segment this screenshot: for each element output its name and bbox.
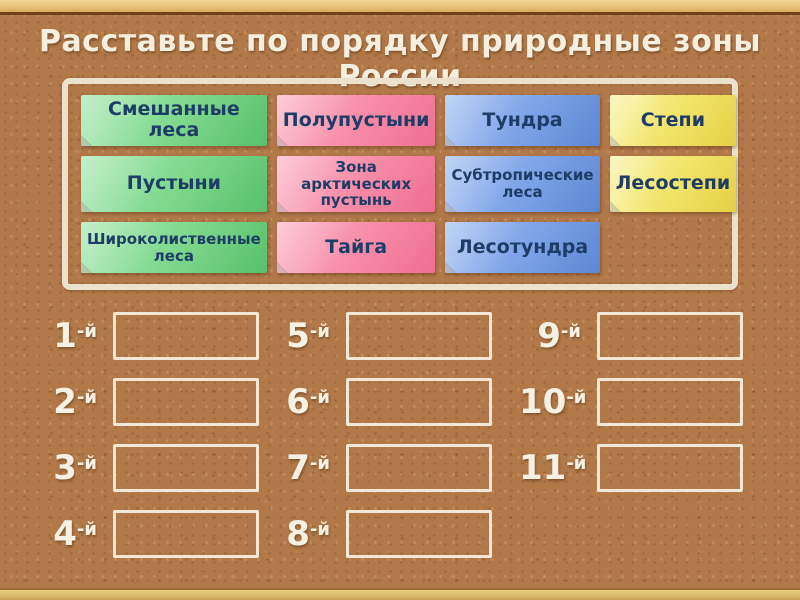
page-title: Расставьте по порядку природные зоны России: [38, 24, 762, 94]
note-smeshannye-lesa[interactable]: [81, 95, 267, 146]
note-lesostepi[interactable]: [610, 156, 737, 212]
note-lesotundra[interactable]: [445, 222, 599, 273]
note-tayga[interactable]: [277, 222, 436, 273]
slot-box-10[interactable]: [597, 378, 743, 426]
slot-column-1: [35, 312, 259, 576]
slot-label-1: $1^{-й}$: [53, 316, 97, 356]
slot-label-9: $9^{-й}$: [537, 316, 581, 356]
slot-1: [35, 312, 259, 360]
slot-label-11: $11^{-й}$: [519, 448, 587, 488]
slot-box-3[interactable]: [113, 444, 259, 492]
slot-box-8[interactable]: [346, 510, 492, 558]
slot-4: [35, 510, 259, 558]
slot-8: [268, 510, 492, 558]
note-label: Лесостепи: [615, 172, 731, 195]
note-pustyni[interactable]: [81, 156, 267, 212]
slot-9: [519, 312, 743, 360]
slot-7: [268, 444, 492, 492]
slot-label-3: $3^{-й}$: [53, 448, 97, 488]
slot-label-7: $7^{-й}$: [286, 448, 330, 488]
slot-label-4: $4^{-й}$: [53, 514, 97, 554]
note-tundra[interactable]: [445, 95, 599, 146]
slot-3: [35, 444, 259, 492]
slot-label-6: $6^{-й}$: [286, 382, 330, 422]
slot-label-5: $5^{-й}$: [286, 316, 330, 356]
note-label: Пустыни: [126, 172, 221, 195]
slot-label-8: $8^{-й}$: [286, 514, 330, 554]
slot-11: [519, 444, 743, 492]
note-subtropicheskie-lesa[interactable]: [445, 156, 599, 212]
slot-box-2[interactable]: [113, 378, 259, 426]
slot-box-4[interactable]: [113, 510, 259, 558]
note-label: Субтропические леса: [451, 166, 594, 201]
note-stepi[interactable]: [610, 95, 737, 146]
note-label: Тундра: [482, 108, 563, 131]
note-label: Лесотундра: [456, 235, 589, 258]
slot-column-2: [268, 312, 492, 576]
note-label: Тайга: [325, 235, 388, 258]
wood-frame-top: [0, 0, 800, 15]
slot-box-1[interactable]: [113, 312, 259, 360]
slot-label-10: $10^{-й}$: [519, 382, 587, 422]
slot-box-9[interactable]: [597, 312, 743, 360]
note-zona-arkticheskikh-pustyn[interactable]: [277, 156, 436, 212]
slot-10: [519, 378, 743, 426]
note-label: Смешанные леса: [108, 98, 240, 142]
slot-box-11[interactable]: [597, 444, 743, 492]
slot-box-7[interactable]: [346, 444, 492, 492]
slot-6: [268, 378, 492, 426]
wood-frame-bottom: [0, 588, 800, 600]
slot-box-6[interactable]: [346, 378, 492, 426]
slot-box-5[interactable]: [346, 312, 492, 360]
slot-column-3: [519, 312, 743, 510]
slot-5: [268, 312, 492, 360]
note-label: Зона арктических пустынь: [301, 157, 412, 210]
note-label: Степи: [640, 108, 706, 131]
note-shirokolistvennye-lesa[interactable]: [81, 222, 267, 273]
note-polupustyni[interactable]: [277, 95, 436, 146]
note-label: Полупустыни: [282, 108, 430, 131]
answer-tray: [62, 78, 738, 290]
slot-2: [35, 378, 259, 426]
note-label: Широколиственные леса: [87, 229, 261, 265]
slot-label-2: $2^{-й}$: [53, 382, 97, 422]
